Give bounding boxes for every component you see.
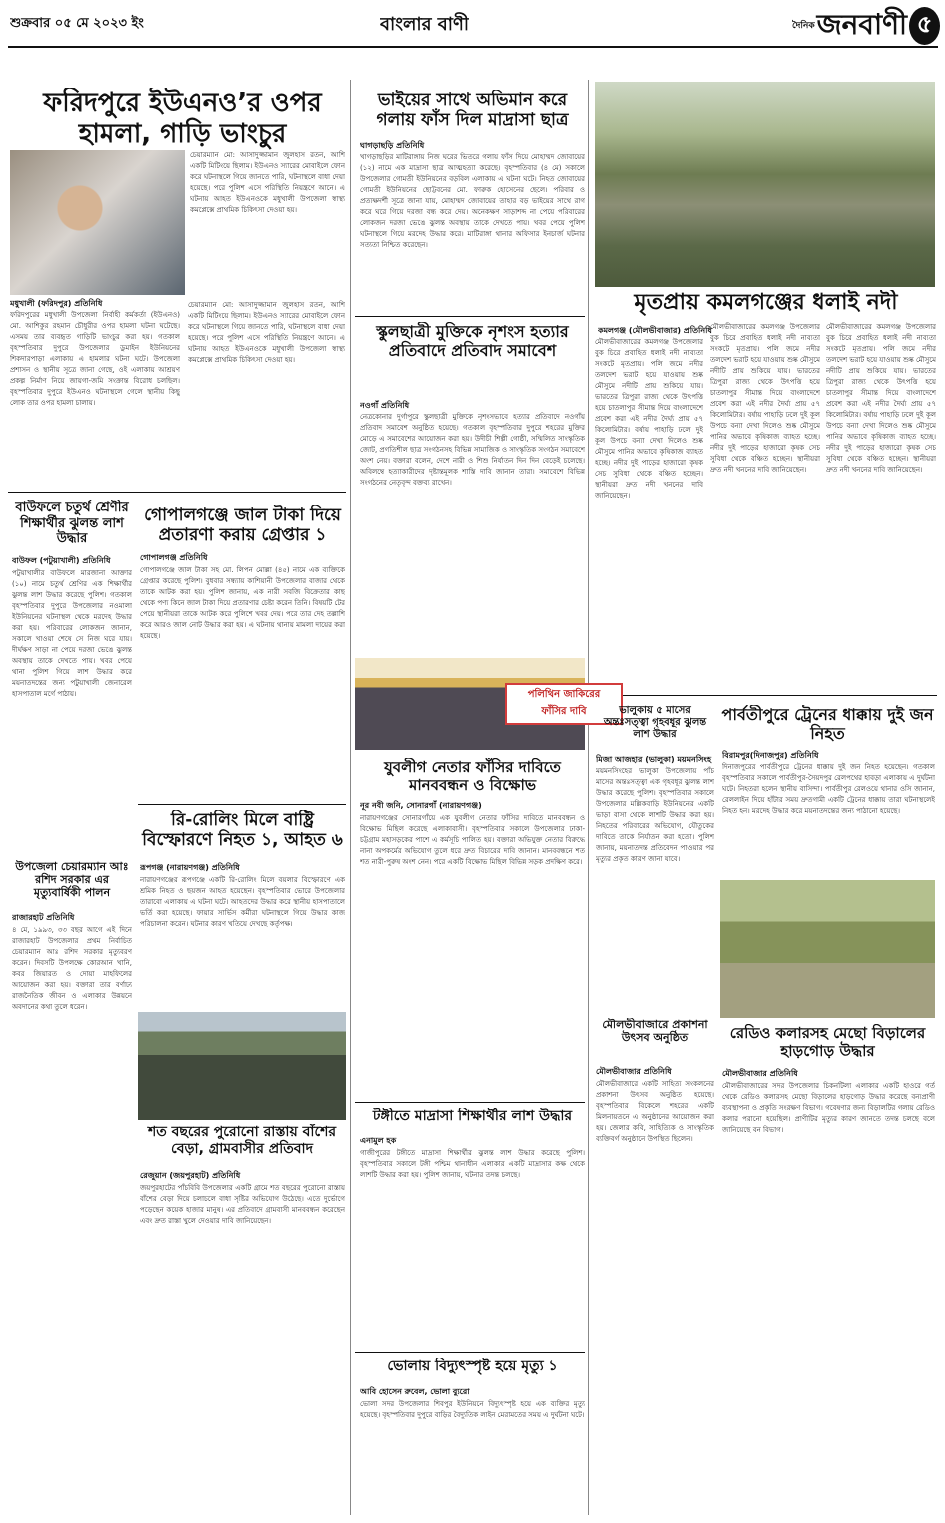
headline-bauphal: বাউফলে চতুর্থ শ্রেণীর শিক্ষার্থীর ঝুলন্ত লাশ উদ্ধার	[15, 500, 129, 547]
byline: কমলগঞ্জ (মৌলভীবাজার) প্রতিনিধি	[598, 326, 712, 335]
headline-madrasa: ভাইয়ের সাথে অভিমান করে গলায় ফাঁস দিল মাদ্রাসা ছাত্র	[376, 90, 569, 131]
issue-date: শুক্রবার ০৫ মে ২০২৩ ইং	[10, 16, 144, 31]
article-body: চেয়ারম্যান মো: আসাদুজ্জামান জুলহাস রতন, আশি একটি মিটিংয়ে ছিলাম। ইউএনও স্যারের মোবাইলে ফোন করে ঘটনাস্থলে গিয়ে জানতে পারি, ঘটনাস্থলে বাধা দেয়া হয়েছে। পরে পুলিশ এসে পরিস্থিতি নিয়ন্ত্রণে আনে। এ ঘটনায় আহত ইউএনওকে মধুখালী উপজেলা স্বাস্থ্য কমপ্লেক্সে প্রাথমিক চিকিৎসা দেওয়া হয়।	[188, 301, 345, 364]
headline-bhola: ভোলায় বিদ্যুৎস্পৃষ্ট হয়ে মৃত্যু ১	[387, 1358, 558, 1374]
headline-protest: স্কুলছাত্রী মুক্তিকে নৃশংস হত্যার প্রতিবাদে প্রতিবাদ সমাবেশ	[376, 322, 569, 361]
article-body: গোপালগঞ্জে জাল টাকা সহ মো. লিপন মোল্লা (৪৫) নামে এক ব্যক্তিকে গ্রেপ্তার করেছে পুলিশ। বুধবার সন্ধ্যায় কাশিয়ানী উপজেলার বাজার থেকে তাকে আটক করা হয়। পুলিশ জানায়, এক নারী সবজি বিক্রেতার কাছ থেকে পণ্য কিনে জাল টাকা দিয়ে প্রতারণার চেষ্টা করেন তিনি। বিষয়টি টের পেয়ে স্থানীয়রা তাকে আটক করে পুলিশে খবর দেয়। পরে তার দেহ তল্লাশি করে আরও জাল নোট উদ্ধার করা হয়। এ ঘটনায় থানায় মামলা দায়ের করা হয়েছে।	[140, 566, 345, 640]
section-title: বাংলার বাণী	[380, 14, 470, 35]
article-body: চেয়ারম্যান মো: আসাদুজ্জামান জুলহাস রতন, আশি একটি মিটিংয়ে ছিলাম। ইউএনও স্যারের মোবাইলে ফোন করে ঘটনাস্থলে গিয়ে জানতে পারি, ঘটনাস্থলে বাধা দেয়া হয়েছে। পরে পুলিশ এসে পরিস্থিতি নিয়ন্ত্রণে আনে। এ ঘটনায় আহত ইউএনওকে মধুখালী উপজেলা স্বাস্থ্য কমপ্লেক্সে প্রাথমিক চিকিৎসা দেওয়া হয়।	[190, 151, 345, 214]
banner-line: ফাঁসির দাবি	[541, 706, 587, 717]
rule	[592, 695, 937, 696]
article-body: ময়মনসিংহের ভালুকা উপজেলায় পাঁচ মাসের অন্তঃসত্ত্বা এক গৃহবধূর ঝুলন্ত লাশ উদ্ধার করেছে পুলিশ। বৃহস্পতিবার সকালে উপজেলার মল্লিকবাড়ি ইউনিয়নের একটি ভাড়া বাসা থেকে লাশটি উদ্ধার করা হয়। নিহতের পরিবারের অভিযোগ, যৌতুকের দাবিতে তাকে নির্যাতন করা হতো। পুলিশ জানায়, ময়নাতদন্ত প্রতিবেদন পাওয়ার পর মৃত্যুর প্রকৃত কারণ জানা যাবে।	[596, 767, 714, 863]
byline: বাউফল (পটুয়াখালী) প্রতিনিধি	[12, 556, 111, 565]
headline-chairman: উপজেলা চেয়ারম্যান আঃ রশিদ সরকার এর মৃত্যুবার্ষিকী পালন	[15, 860, 129, 900]
photo-river	[595, 82, 935, 287]
headline-faridpur: ফরিদপুরে ইউএনও’র ওপর হামলা, গাড়ি ভাংচুর	[43, 88, 322, 150]
article-body: নারায়ণগঞ্জের সোনারগাঁয়ে এক যুবলীগ নেতার ফাঁসির দাবিতে মানববন্ধন ও বিক্ষোভ মিছিল করেছে এলাকাবাসী। বৃহস্পতিবার সকালে উপজেলার ঢাকা-চট্টগ্রাম মহাসড়কের পাশে এ কর্মসূচি পালিত হয়। বক্তারা অভিযুক্ত নেতার বিরুদ্ধে নানা অপকর্মের অভিযোগ তুলে ধরে দ্রুত বিচারের দাবি জানান। মানববন্ধনে শত শত নারী-পুরুষ অংশ নেন। পরে একটি বিক্ষোভ মিছিল বিভিন্ন সড়ক প্রদক্ষিণ করে।	[360, 814, 585, 866]
headline-blast: রি-রোলিং মিলে বাষ্ট্রি বিস্ফোরণে নিহত ১, আহত ৬	[142, 810, 343, 851]
byline: নওগাঁ প্রতিনিধি	[360, 401, 410, 410]
column-divider	[588, 80, 589, 1515]
byline: রেজুয়ান (জয়পুরহাট) প্রতিনিধি	[140, 1171, 241, 1180]
rule	[138, 804, 346, 805]
column-divider	[350, 80, 351, 1515]
article-body: মৌলভীবাজারের কমলগঞ্জ উপজেলার বুক চিরে প্রবাহিত ধলাই নদী নাব্যতা সংকটে মৃতপ্রায়। পলি জমে নদীর তলদেশ ভরাট হয়ে যাওয়ায় শুষ্ক মৌসুমে নদীটি প্রায় শুকিয়ে যায়। ভারতের ত্রিপুরা রাজ্য থেকে উৎপত্তি হয়ে চাতলাপুর সীমান্ত দিয়ে বাংলাদেশে প্রবেশ করা এই নদীর দৈর্ঘ্য প্রায় ৫৭ কিলোমিটার। বর্ষায় পাহাড়ি ঢলে দুই কূল উপচে বন্যা দেখা দিলেও শুষ্ক মৌসুমে পানির অভাবে কৃষিকাজ ব্যাহত হচ্ছে। নদীর দুই পাড়ের হাজারো কৃষক সেচ সুবিধা থেকে বঞ্চিত হচ্ছেন। স্থানীয়রা দ্রুত নদী খননের দাবি জানিয়েছেন।	[826, 323, 936, 474]
page-number: ৫	[909, 7, 940, 45]
headline-dhalai: মৃতপ্রায় কমলগঞ্জের ধলাই নদী	[634, 290, 898, 315]
article-body: মৌলভীবাজারের কমলগঞ্জ উপজেলার বুক চিরে প্রবাহিত ধলাই নদী নাব্যতা সংকটে মৃতপ্রায়। পলি জমে নদীর তলদেশ ভরাট হয়ে যাওয়ায় শুষ্ক মৌসুমে নদীটি প্রায় শুকিয়ে যায়। ভারতের ত্রিপুরা রাজ্য থেকে উৎপত্তি হয়ে চাতলাপুর সীমান্ত দিয়ে বাংলাদেশে প্রবেশ করা এই নদীর দৈর্ঘ্য প্রায় ৫৭ কিলোমিটার। বর্ষায় পাহাড়ি ঢলে দুই কূল উপচে বন্যা দেখা দিলেও শুষ্ক মৌসুমে পানির অভাবে কৃষিকাজ ব্যাহত হচ্ছে। নদীর দুই পাড়ের হাজারো কৃষক সেচ সুবিধা থেকে বঞ্চিত হচ্ছেন। স্থানীয়রা দ্রুত নদী খননের দাবি জানিয়েছেন।	[710, 323, 820, 474]
article-body: ফরিদপুরের মধুখালী উপজেলা নির্বাহী কর্মকর্তা (ইউএনও) মো. আশিকুর রহমান চৌধুরীর ওপর হামলা ঘটনা ঘটেছে। এসময় তার ব্যবহৃত গাড়িটি ভাংচুর করা হয়। গতকাল বৃহস্পতিবার দুপুরে উপজেলার ডুমাইন ইউনিয়নের শিকদারপাড়া এলাকায় এ হামলার ঘটনা ঘটে। উপজেলা প্রশাসন ও স্থানীয় সূত্রে জানা গেছে, ওই এলাকায় আশ্রয়ণ প্রকল্প নির্মাণ নিয়ে জায়গা-জমি সংক্রান্ত বিরোধ চলছিল। বৃহস্পতিবার দুপুরে ইউএনও ঘটনাস্থলে গেলে স্থানীয় কিছু লোক তার ওপর হামলা চালায়।	[10, 311, 180, 407]
article-body: খাগড়াছড়ির মাটিরাঙ্গায় নিজ ঘরের ভিতরে গলায় ফাঁস দিয়ে মোহাম্মদ জোবায়ের (১২) নামে এক মাদ্রাসা ছাত্র আত্মহত্যা করেছে। বৃহস্পতিবার (৪ মে) সকালে উপজেলার গোমতী ইউনিয়নের বড়বিল এলাকায় এ ঘটনা ঘটে। নিহত জোবায়ের গোমতী ইউনিয়নের ছোট্টবনের মো. ফারুক হোসেনের ছেলে। পরিবার ও প্রত্যক্ষদর্শী সূত্রে জানা যায়, মোহাম্মদ জোবায়ের তাহার বড় ভাইয়ের সাথে রাগ করে ঘরে গিয়ে দরজা বন্ধ করে দেয়। অনেকক্ষণ সাড়াশব্দ না পেয়ে পরিবারের লোকজন দরজা ভেঙে ঝুলন্ত অবস্থায় তাকে দেখতে পায়। খবর পেয়ে পুলিশ ঘটনাস্থলে গিয়ে মরদেহ উদ্ধার করে। মাটিরাঙ্গা থানার অফিসার ইনচার্জ ঘটনার সত্যতা নিশ্চিত করেছেন।	[360, 153, 585, 249]
byline: রূপগঞ্জ (নারায়ণগঞ্জ) প্রতিনিধি	[140, 863, 240, 872]
photo-uno	[10, 150, 185, 295]
headline-jubo: যুবলীগ নেতার ফাঁসির দাবিতে মানববন্ধন ও বিক্ষোভ	[384, 758, 561, 794]
article-body: মৌলভীবাজারের কমলগঞ্জ উপজেলার বুক চিরে প্রবাহিত ধলাই নদী নাব্যতা সংকটে মৃতপ্রায়। পলি জমে নদীর তলদেশ ভরাট হয়ে যাওয়ায় শুষ্ক মৌসুমে নদীটি প্রায় শুকিয়ে যায়। ভারতের ত্রিপুরা রাজ্য থেকে উৎপত্তি হয়ে চাতলাপুর সীমান্ত দিয়ে বাংলাদেশে প্রবেশ করা এই নদীর দৈর্ঘ্য প্রায় ৫৭ কিলোমিটার। বর্ষায় পাহাড়ি ঢলে দুই কূল উপচে বন্যা দেখা দিলেও শুষ্ক মৌসুমে পানির অভাবে কৃষিকাজ ব্যাহত হচ্ছে। নদীর দুই পাড়ের হাজারো কৃষক সেচ সুবিধা থেকে বঞ্চিত হচ্ছেন। স্থানীয়রা দ্রুত নদী খননের দাবি জানিয়েছেন।	[595, 338, 703, 500]
article-body: নারায়ণগঞ্জের রূপগঞ্জে একটি রি-রোলিং মিলে বয়লার বিস্ফোরণে এক শ্রমিক নিহত ও ছয়জন আহত হয়েছেন। বৃহস্পতিবার ভোরে উপজেলার তারাবো এলাকায় এ ঘটনা ঘটে। আহতদের উদ্ধার করে স্থানীয় হাসপাতালে ভর্তি করা হয়েছে। ফায়ার সার্ভিস কর্মীরা ঘটনাস্থলে গিয়ে উদ্ধার কাজ পরিচালনা করেন। ঘটনার কারণ খতিয়ে দেখছে কর্তৃপক্ষ।	[140, 876, 345, 928]
header-rule	[8, 46, 938, 48]
rule	[355, 316, 585, 317]
article-body: গাজীপুরের টঙ্গীতে মাদ্রাসা শিক্ষার্থীর ঝুলন্ত লাশ উদ্ধার করেছে পুলিশ। বৃহস্পতিবার সকালে টঙ্গী পশ্চিম থানাধীন এলাকার একটি মাদ্রাসার কক্ষ থেকে লাশটি উদ্ধার করা হয়। পুলিশ জানায়, ঘটনার তদন্ত চলছে।	[360, 1149, 585, 1179]
headline-fishing-cat: রেডিও কলারসহ মেছো বিড়ালের হাড়গোড় উদ্ধার	[729, 1024, 926, 1060]
byline: রাজারহাট প্রতিনিধি	[12, 913, 75, 922]
article-body: ভোলা সদর উপজেলার শিবপুর ইউনিয়নে বিদ্যুৎস্পৃষ্ট হয়ে এক ব্যক্তির মৃত্যু হয়েছে। বৃহস্পতিবার দুপুরে বাড়ির বৈদ্যুতিক লাইন মেরামতের সময় এ দুর্ঘটনা ঘটে।	[360, 1400, 585, 1419]
logo-text: জনবাণী	[816, 7, 908, 41]
rule	[8, 492, 346, 493]
article-body: ৪ মে, ১৯৯৩, ৩৩ বছর আগে এই দিনে রাজারহাট উপজেলার প্রথম নির্বাচিত চেয়ারম্যান আঃ রশিদ সরকার মৃত্যুবরণ করেন। দিবসটি উপলক্ষে কোরআন খানি, কবর জিয়ারত ও দোয়া মাহফিলের আয়োজন করা হয়। বক্তারা তার বর্ণাঢ্য রাজনৈতিক জীবন ও এলাকার উন্নয়নে অবদানের কথা তুলে ধরেন।	[12, 926, 132, 1011]
headline-road: শত বছরের পুরোনো রাস্তায় বাঁশের বেড়া, গ্রামবাসীর প্রতিবাদ	[147, 1124, 337, 1157]
byline: মৌলভীবাজার প্রতিনিধি	[596, 1067, 672, 1076]
byline: মধুখালী (ফরিদপুর) প্রতিনিধি	[10, 299, 103, 308]
photo-fishing-cat	[720, 880, 935, 1018]
article-body: জয়পুরহাটের পাঁচবিবি উপজেলার একটি গ্রামে শত বছরের পুরোনো রাস্তায় বাঁশের বেড়া দিয়ে চলাচলে বাধা সৃষ্টির অভিযোগ উঠেছে। এতে দুর্ভোগে পড়েছেন কয়েক হাজার মানুষ। এর প্রতিবাদে গ্রামবাসী মানববন্ধন করেছেন এবং দ্রুত রাস্তা খুলে দেওয়ার দাবি জানিয়েছেন।	[140, 1184, 345, 1225]
article-body: মৌলভীবাজারে একটি সাহিত্য সংকলনের প্রকাশনা উৎসব অনুষ্ঠিত হয়েছে। বৃহস্পতিবার বিকেলে শহরের একটি মিলনায়তনে এ অনুষ্ঠানের আয়োজন করা হয়। জেলার কবি, সাহিত্যিক ও সাংস্কৃতিক ব্যক্তিবর্গ অনুষ্ঠানে উপস্থিত ছিলেন।	[596, 1080, 714, 1143]
photo-villagers	[138, 1012, 346, 1120]
headline-bhaluka: ভালুকায় ৫ মাসের অন্তঃসত্ত্বা গৃহবধূর ঝুলন্ত লাশ উদ্ধার	[603, 705, 707, 740]
headline-tongi: টঙ্গীতে মাদ্রাসা শিক্ষার্থীর লাশ উদ্ধার	[372, 1108, 573, 1124]
headline-publication: মৌলভীবাজারে প্রকাশনা উৎসব অনুষ্ঠিত	[602, 1018, 708, 1045]
headline-parbatipur: পার্বতীপুরে ট্রেনের ধাক্কায় দুই জন নিহত	[721, 705, 934, 744]
masthead-logo	[792, 3, 940, 49]
article-body: মৌলভীবাজারের সদর উপজেলার চিকনটিলা এলাকার একটি হাওরে গর্ত থেকে রেডিও কলারসহ মেছো বিড়ালের হাড়গোড় উদ্ধার করেছে বন্যপ্রাণী ব্যবস্থাপনা ও প্রকৃতি সংরক্ষণ বিভাগ। গবেষণার জন্য বিড়ালটির গলায় রেডিও কলার পরানো হয়েছিল। প্রাণীটির মৃত্যুর কারণ জানতে তদন্ত চলছে বলে জানিয়েছে বন বিভাগ।	[722, 1082, 935, 1134]
byline: নূর নবী জনি, সোনারগাঁ (নারায়ণগঞ্জ)	[360, 801, 482, 810]
byline: মিজা আজহার (ভালুকা) ময়মনসিংহ	[596, 755, 712, 764]
banner-line: পলিথিন জাকিরের	[527, 689, 601, 700]
article-body: দিনাজপুরের পার্বতীপুরে ট্রেনের ধাক্কায় দুই জন নিহত হয়েছেন। গতকাল বৃহস্পতিবার সকালে পার্বতীপুর-সৈয়দপুর রেলপথের হাবড়া এলাকায় এ দুর্ঘটনা ঘটে। নিহতরা হলেন স্থানীয় বাসিন্দা। পার্বতীপুর রেলওয়ে থানার ওসি জানান, রেললাইন দিয়ে হাঁটার সময় দ্রুতগামী একটি ট্রেনের ধাক্কায় তারা ঘটনাস্থলেই নিহত হন। মরদেহ উদ্ধার করে ময়নাতদন্তের জন্য পাঠানো হয়েছে।	[722, 763, 935, 815]
byline: এনামুল হক	[360, 1136, 397, 1145]
byline: বিরামপুর(দিনাজপুর) প্রতিনিধি	[722, 751, 819, 760]
article-body: পটুয়াখালীর বাউফলে মারজানা আক্তার (১০) নামে চতুর্থ শ্রেণির এক শিক্ষার্থীর ঝুলন্ত লাশ উদ্ধার করেছে পুলিশ। গতকাল বৃহস্পতিবার দুপুরে উপজেলার নওমালা ইউনিয়নের ঘটনাস্থল থেকে মরদেহ উদ্ধার করা হয়। পরিবারের লোকজন জানান, সকালে খাওয়া শেষে সে নিজ ঘরে যায়। দীর্ঘক্ষণ সাড়া না পেয়ে দরজা ভেঙে ঝুলন্ত অবস্থায় তাকে দেখতে পায়। খবর পেয়ে থানা পুলিশ গিয়ে লাশ উদ্ধার করে ময়নাতদন্তের জন্য পটুয়াখালী জেনারেল হাসপাতাল মর্গে পাঠায়।	[12, 569, 132, 698]
rule	[355, 1352, 585, 1353]
byline: গোপালগঞ্জ প্রতিনিধি	[140, 553, 208, 562]
logo-small-text: দৈনিক	[792, 20, 815, 31]
rule	[355, 1102, 585, 1103]
byline: আবি হোসেন রুবেল, ভোলা ব্যুরো	[360, 1387, 470, 1396]
byline: ঘাগড়াছড়ি প্রতিনিধি	[360, 141, 425, 150]
article-body: নেত্রকোনার দুর্গাপুরে স্কুলছাত্রী মুক্তিকে নৃশংসভাবে হত্যার প্রতিবাদে নওগাঁয় প্রতিবাদ সমাবেশ অনুষ্ঠিত হয়েছে। গতকাল বৃহস্পতিবার দুপুরে শহরের মুক্তির মোড়ে এ সমাবেশের আয়োজন করা হয়। উদীচী শিল্পী গোষ্ঠী, সম্মিলিত সাংস্কৃতিক জোট, প্রগতিশীল ছাত্র সংগঠনসহ বিভিন্ন সামাজিক ও সাংস্কৃতিক সংগঠন সমাবেশে অংশ নেয়। বক্তারা বলেন, দেশে নারী ও শিশু নির্যাতন দিন দিন বেড়েই চলেছে। অবিলম্বে হত্যাকারীদের দৃষ্টান্তমূলক শাস্তি দাবি জানান তারা। সমাবেশে বিভিন্ন সংগঠনের নেতৃবৃন্দ বক্তব্য রাখেন।	[360, 413, 585, 487]
byline: মৌলভীবাজার প্রতিনিধি	[722, 1069, 798, 1078]
headline-gopalganj: গোপালগঞ্জে জাল টাকা দিয়ে প্রতারণা করায় গ্রেপ্তার ১	[144, 505, 341, 546]
